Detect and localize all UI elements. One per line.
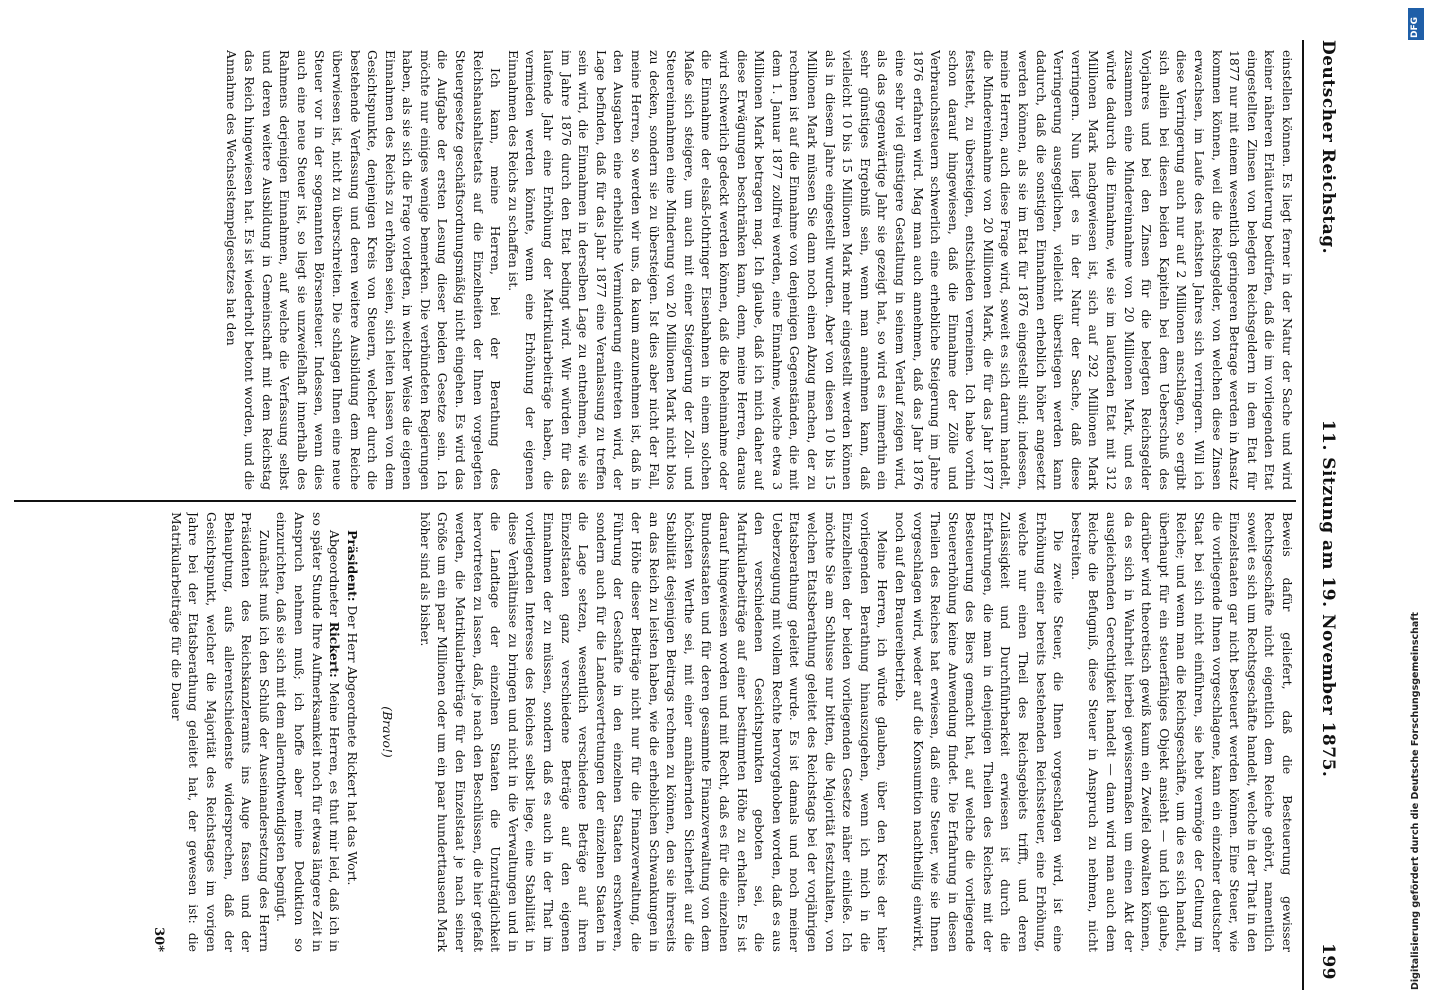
final-paragraph: Zunächst muß ich den Schluß der Auseinandersetzung des Herrn Präsidenten des Reichskanzleramts ins Auge fassen und der Behauptung, aufs allerentschiedenste widersprechen, daß der Gesichtspunkt, welcher die Majorität des Reichstages im vorigen Jahre bei der Etatsberathung geleitet hat, der gewesen ist: die Matrikularbeiträge für die Dauer	[168, 512, 272, 952]
right-paragraph-2: Die zweite Steuer, die Ihnen vorgeschlagen wird, ist eine Erhöhung einer bereits bestehenden Reichssteuer, eine Erhöhung, welche nur einen Theil des Reichsgebiets trifft, und deren Zulässigkeit und Durchführbarkeit erwiesen ist durch die Erfahrungen, die man in denjenigen Theilen des Reiches mit der Besteuerung des Biers gemacht hat, auf welche die vorliegende Steuererhöhung keine Anwendung findet. Die Erfahrung in diesen Theilen des Reiches hat erwiesen, daß eine Steuer, wie sie Ihnen vorgeschlagen wird, weder auf die Konsumtion nachtheilig einwirkt, noch auf den Brauereibetrieb.	[892, 512, 1067, 952]
rickert-paragraph	[273, 512, 343, 952]
rickert-label: Rickert:	[327, 621, 343, 678]
right-column	[10, 512, 1296, 952]
left-paragraph-2: Ich kann, meine Herren, bei der Berathung des Reichshaushaltsetats auf die Einzelheiten der Ihnen vorgelegten Steuergesetze geschäftsordnungsmäßig nicht eingehen. Es wird das die Aufgabe der ersten Lesung dieser beiden Gesetze sein. Ich möchte nur einiges wenige bemerken. Die verbündeten Regierungen haben, als sie sich die Frage vorlegten, in welcher Weise die eigenen Einnahmen des Reichs zu erhöhen seien, sich leiten lassen von dem Gesichtspunkte, denjenigen Kreis von Steuern, welcher durch die bestehende Verfassung und deren weitere Ausbildung dem Reiche überwiesen ist, nicht zu überschreiten. Die schlagen Ihnen eine neue Steuer vor in der sogenannten Börsensteuer. Indessen, wenn dies auch eine neue Steuer ist, so liegt sie unzweifelhaft innerhalb des Rahmens derjenigen Einnahmen, auf welche die Verfassung selbst und deren weitere Ausbildung in Gemeinschaft mit dem Reichstag das Reich hingewiesen hat. Es ist wiederholt betont worden, und die Annahme des Wechselstempelgesetzes hat den	[224, 50, 504, 490]
dfg-logo-text: DFG	[1410, 16, 1420, 38]
digitization-credit: Digitalisierung gefördert durch die Deutsche Forschungsgemeinschaft	[1410, 612, 1421, 990]
left-column	[10, 50, 1296, 490]
dfg-logo	[1408, 8, 1424, 40]
side-credit	[1400, 0, 1432, 1000]
right-paragraph-3: Meine Herren, ich würde glauben, über den Kreis der hier vorliegenden Berathung hinauszugehen, wenn ich mich in die Einzelheiten der beiden vorliegenden Gesetze näher einließe. Ich möchte Sie am Schlusse nur bitten, die Majorität festzuhalten, von welchen Etatsberathung geleitet des Reichstags bei der vorjährigen Etatsberathung geleitet wurde. Es ist damals und noch meiner Ueberzeugung mit vollem Rechte hervorgehoben worden, daß es aus den verschiedenen Gesichtspunkten geboten sei, die Matrikularbeiträge auf einer bestimmten Höhe zu erhalten. Es ist darauf hingewiesen worden und mit Recht, daß es für die einzelnen Bundesstaaten und für deren gesammte Finanzverwaltung von dem höchsten Werthe sei, mit einer annähernden Sicherheit auf die Stabilität desjenigen Beitrags rechnen zu können, den sie ihrerseits an das Reich zu leisten haben, wie die erheblichen Schwankungen in der Höhe dieser Beiträge nicht nur für die Finanzverwaltung, die Führung der Geschäfte in den einzelnen Staaten erschweren, sondern auch für die Landesvertretungen der einzelnen Staaten in die Lage setzen, wesentlich verschiedene Beträge auf ihren Einzelstaaten ganz verschiedene Beträge auf den eigenen Einnahmen der zu müssen, sondern daß es auch in der That im vorliegenden Interesse des Reiches selbst liege, eine Stabilität in diese Verhältnisse zu bringen und nicht in die Verwaltungen und in die Landtage der einzelnen Staaten die Unzuträglichkeit hervortreten zu lassen, daß, je nach den Beschlüssen, die hier gefaßt werden, die Matrikularbeiträge für den Einzelstaat je nach seiner Größe um ein paar Millionen oder um ein paar hunderttausend Mark höher sind als bisher.	[417, 512, 891, 952]
president-label: Präsident:	[344, 530, 360, 602]
applause-note: (Bravo!)	[380, 706, 396, 758]
right-paragraph-1: Beweis dafür geliefert, daß die Besteuerung gewisser Rechtsgeschäfte nicht eigentlich dem Reiche gehört, namentlich soweit es sich um Rechtsgeschäfte handelt, welche in der That in den Einzelstaaten gar nicht besteuert werden können. Eine Steuer, wie die vorliegende Ihnen vorgeschlagene, kann ein einzelner deutscher Staat bei sich nicht einführen, sie hebt vermöge der Geltung im Reiche; und wenn man die Reichsgeschäfte, um die es sich handelt, überhaupt für ein steuerfähiges Objekt ansieht — und ich glaube, darüber wird theoretisch gewiß kaum ein Zweifel obwalten können, da es sich in Wahrheit hierbei gewissermaßen um einen Akt der ausgleichenden Gerechtigkeit handelt — dann wird man auch dem Reiche die Befugniß, diese Steuer in Anspruch zu nehmen, nicht bestreiten.	[1068, 512, 1295, 952]
president-paragraph	[343, 512, 361, 952]
column-divider	[14, 500, 1296, 502]
header-middle: 11. Sitzung am 19. November 1875.	[1318, 419, 1338, 778]
header-rule	[1302, 40, 1304, 990]
left-paragraph-1: einstellen können. Es liegt ferner in der Natur der Sache und wird keiner näheren Erläuterung bedürfen, daß die im vorliegenden Etat eingestellten Zinsen von belegten Reichsgeldern in dem Etat für 1877 nur mit einem wesentlich geringeren Betrage werden in Ansatz kommen können, weil die Reichsgelder, von welchen diese Zinsen erwachsen, im Laufe des nächsten Jahres sich verringern. Will ich diese Verringerung auch nur auf 2 Millionen anschlagen, so ergibt sich allein bei diesen beiden Kapiteln bei dem Ueberschuß des Vorjahres und bei den Zinsen für die belegten Reichsgelder zusammen eine Mindereinnahme von 20 Millionen Mark, und es würde dadurch die Einnahme, wie sie im laufenden Etat mit 312 Millionen Mark nachgewiesen ist, sich auf 292 Millionen Mark verringern. Nun liegt es in der Natur der Sache, daß diese Verringerung ausgeglichen, vielleicht überstiegen werden kann dadurch, daß die sonstigen Einnahmen erheblich höher angesetzt werden können, als sie im Etat für 1876 eingestellt sind; indessen, meine Herren, auch diese Frage wird, soweit es sich darum handelt, die Mindereinnahme von 20 Millionen Mark, die für das Jahr 1877 feststeht, zu übersteigen, entschieden verneinen. Ich habe vorhin schon darauf hingewiesen, daß die Einnahme der Zölle und Verbrauchssteuern schwerlich eine erhebliche Steigerung im Jahre 1876 erfahren wird. Mag man auch annehmen, daß das Jahr 1876 eine sehr viel günstigere Gestaltung in seinem Verlauf zeigen wird, als das gegenwärtige Jahr sie gezeigt hat, so wird es immerhin ein sehr günstiges Ergebniß sein, wenn man annehmen kann, daß vielleicht 10 bis 15 Millionen Mark mehr eingestellt werden können als in diesem Jahre eingestellt wurden. Aber von diesen 10 bis 15 Millionen Mark müssen Sie dann noch einen Abzug machen, der zu rechnen ist auf die Einnahme von denjenigen Gegenständen, die mit dem 1. Januar 1877 zollfrei werden, eine Einnahme, welche etwa 3 Millionen Mark betragen mag. Ich glaube, daß ich mich daher auf diese Erwägungen beschränken kann, denn, meine Herren, daraus wird schwerlich gedeckt werden können, daß die Roheinnahme oder die Einnahme der elsaß-lothringer Eisenbahnen in einem solchen Maße sich steigere, um auch mit einer Steigerung der Zoll- und Steuereinnahmen eine Minderung von 20 Millionen Mark nicht blos zu decken, sondern sie zu übersteigen. Ist dies aber nicht der Fall, meine Herren, so werden wir uns, da kaum anzunehmen ist, daß in den Ausgaben eine erhebliche Verminderung eintreten wird, der Lage befinden, daß für das Jahr 1877 eine Veranlassung zu treffen sein wird, die Einnahmen in derselben Lage zu entnehmen, wie sie im Jahre 1876 durch den Etat bedingt wird. Wir würden für das laufende Jahr eine Erhöhung der Matrikularbeiträge haben, die vermieden werden könnte, wenn eine Erhöhung der eigenen Einnahmen des Reichs zu schaffen ist.	[505, 50, 1295, 490]
rickert-intro: Abgeordneter	[327, 530, 343, 618]
page-number: 199	[1318, 943, 1338, 980]
signature-mark: 30*	[151, 927, 167, 952]
rickert-text: Meine Herren, es thut mir leid, daß ich in so später Stunde Ihre Aufmerksamkeit noch für etwas längere Zeit in Anspruch nehmen muß; ich hoffe aber meine Deduktion so einzurichten, daß sie sich mit dem allernothwendigsten begnügt.	[274, 512, 343, 952]
running-head	[1308, 40, 1348, 980]
president-text: Der Herr Abgeordnete Rickert hat das Wort.	[344, 605, 360, 886]
header-left: Deutscher Reichstag.	[1318, 40, 1338, 255]
